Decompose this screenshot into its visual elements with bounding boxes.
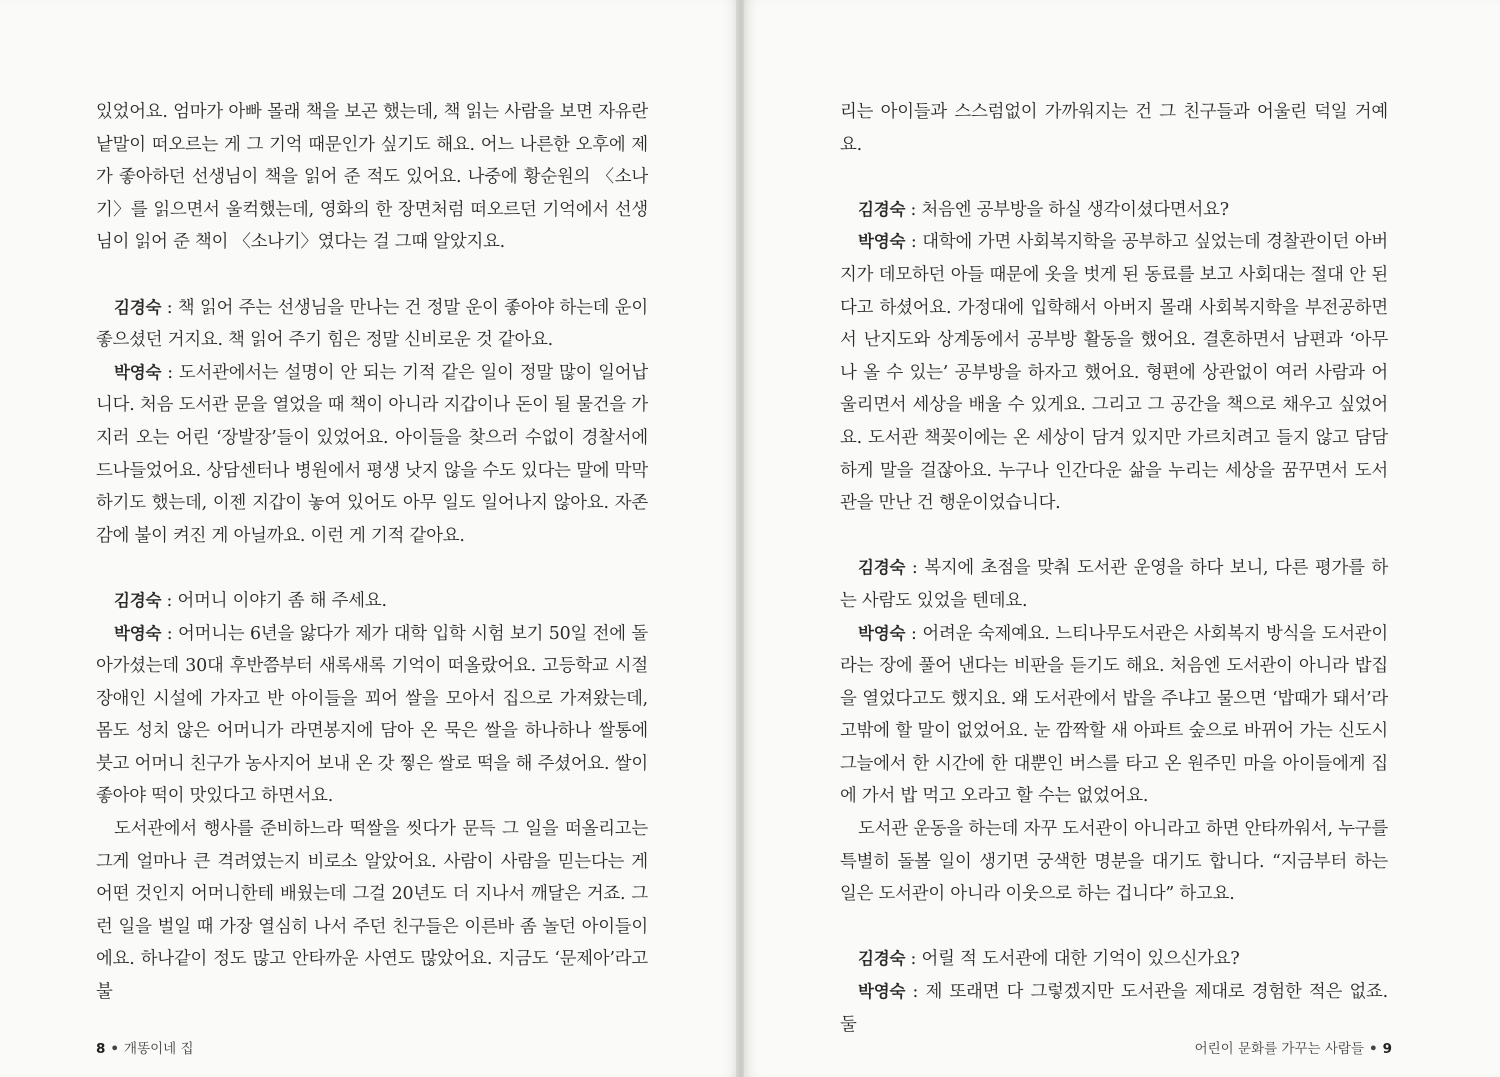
running-title: 개똥이네 집 [124, 1041, 194, 1057]
right-page-body [840, 96, 1388, 1041]
speaker-name: 박영숙 [114, 362, 162, 382]
paragraph: 리는 아이들과 스스럼없이 가까워지는 건 그 친구들과 어울린 덕일 거예요. [840, 102, 1388, 155]
speaker-name: 김경숙 [858, 558, 906, 578]
speaker-name: 김경숙 [114, 297, 162, 317]
dialogue-line: 김경숙 : 처음엔 공부방을 하실 생각이셨다면서요? [840, 194, 1388, 227]
paragraph: 도서관에서 행사를 준비하느라 떡쌀을 씻다가 문득 그 일을 떠올리고는 그게 얼마나 큰 격려였는지 비로소 알았어요. 사람이 사람을 믿는다는 게 어떤 것인지 어머니한테 배웠는데 그걸 20년도 더 지나서 깨달은 거죠. 그런 일을 벌일 때 가장 열심히 나서 주던 친구들은 이른바 좀 놀던 아이들이에요. 하나같이 정도 많고 안타까운 사연도 많았어요. 지금도 ‘문제아’라고 불 [96, 819, 648, 1003]
speaker-name: 박영숙 [858, 623, 906, 643]
page-footer: 8 • 개똥이네 집 [96, 1041, 194, 1057]
dialogue-line: 김경숙 : 책 읽어 주는 선생님을 만나는 건 정말 운이 좋아야 하는데 운이 좋으셨던 거지요. 책 읽어 주기 힘은 정말 신비로운 것 같아요. [96, 297, 648, 351]
speaker-name: 박영숙 [858, 232, 906, 252]
page-number: 9 [1382, 1041, 1392, 1057]
dialogue-line: 박영숙 : 제 또래면 다 그렇겠지만 도서관을 제대로 경험한 적은 없죠. 둘 [840, 982, 1388, 1035]
speaker-name: 김경숙 [858, 949, 906, 969]
speaker-name: 박영숙 [858, 982, 906, 1002]
speaker-name: 김경숙 [114, 590, 162, 610]
dialogue-line: 김경숙 : 복지에 초점을 맞춰 도서관 운영을 하다 보니, 다른 평가를 하는 사람도 있었을 텐데요. [840, 558, 1388, 611]
paragraph: 있었어요. 엄마가 아빠 몰래 책을 보곤 했는데, 책 읽는 사람을 보면 자유란 낱말이 떠오르는 게 그 기억 때문인가 싶기도 해요. 어느 나른한 오후에 제가 좋아하던 선생님이 책을 읽어 준 적도 있어요. 나중에 황순원의 〈소나기〉를 읽으면서 울컥했는데, 영화의 한 장면처럼 떠오르던 기억에서 선생님이 읽어 준 책이 〈소나기〉였다는 걸 그때 알았지요. [96, 102, 648, 253]
speaker-name: 김경숙 [858, 199, 906, 219]
dialogue-line: 박영숙 : 어머니는 6년을 앓다가 제가 대학 입학 시험 보기 50일 전에 돌아가셨는데 30대 후반쯤부터 새록새록 기억이 떠올랐어요. 고등학교 시절 장애인 시설에 가자고 반 아이들을 꾀어 쌀을 모아서 집으로 가져왔는데, 몸도 성치 않은 어머니가 라면봉지에 담아 온 묵은 쌀을 하나하나 쌀통에 붓고 어머니 친구가 농사지어 보내 온 갓 찧은 쌀로 떡을 해 주셨어요. 쌀이 좋아야 떡이 맛있다고 하면서요. [96, 623, 648, 807]
speaker-name: 박영숙 [114, 623, 162, 643]
dialogue-line: 김경숙 : 어머니 이야기 좀 해 주세요. [96, 585, 648, 618]
dialogue-line: 박영숙 : 어려운 숙제예요. 느티나무도서관은 사회복지 방식을 도서관이라는 장에 풀어 낸다는 비판을 듣기도 해요. 처음엔 도서관이 아니라 밥집을 열었다고도 했지요. 왜 도서관에서 밥을 주냐고 물으면 ‘밥때가 돼서’라고밖에 할 말이 없었어요. 눈 깜짝할 새 아파트 숲으로 바뀌어 가는 신도시 그늘에서 한 시간에 한 대뿐인 버스를 타고 온 원주민 마을 아이들에게 집에 가서 밥 먹고 오라고 할 수는 없었어요. [840, 623, 1388, 807]
dialogue-line: 김경숙 : 어릴 적 도서관에 대한 기억이 있으신가요? [840, 943, 1388, 976]
dialogue-line: 박영숙 : 대학에 가면 사회복지학을 공부하고 싶었는데 경찰관이던 아버지가 데모하던 아들 때문에 옷을 벗게 된 동료를 보고 사회대는 절대 안 된다고 하셨어요. 가정대에 입학해서 아버지 몰래 사회복지학을 부전공하면서 난지도와 상계동에서 공부방 활동을 했어요. 결혼하면서 남편과 ‘아무나 올 수 있는’ 공부방을 하자고 했어요. 형편에 상관없이 여러 사람과 어울리면서 세상을 배울 수 있게요. 그리고 그 공간을 책으로 채우고 싶었어요. 도서관 책꽂이에는 온 세상이 담겨 있지만 가르치려고 들지 않고 담담하게 말을 걸잖아요. 누구나 인간다운 삶을 누리는 세상을 꿈꾸면서 도서관을 만난 건 행운이었습니다. [840, 232, 1388, 514]
page-number: 8 [96, 1041, 106, 1057]
dialogue-line: 박영숙 : 도서관에서는 설명이 안 되는 기적 같은 일이 정말 많이 일어납니다. 처음 도서관 문을 열었을 때 책이 아니라 지갑이나 돈이 될 물건을 가지러 오는 어린 ‘장발장’들이 있었어요. 아이들을 찾으러 수없이 경찰서에 드나들었어요. 상담센터나 병원에서 평생 낫지 않을 수도 있다는 말에 막막하기도 했는데, 이젠 지갑이 놓여 있어도 아무 일도 일어나지 않아요. 자존감에 불이 켜진 게 아닐까요. 이런 게 기적 같아요. [96, 362, 648, 546]
left-page [0, 0, 738, 1077]
right-page [744, 0, 1500, 1077]
left-page-body [96, 96, 648, 1009]
page-footer: 어린이 문화를 가꾸는 사람들 • 9 [1194, 1041, 1392, 1057]
running-title: 어린이 문화를 가꾸는 사람들 [1194, 1041, 1364, 1057]
paragraph: 도서관 운동을 하는데 자꾸 도서관이 아니라고 하면 안타까워서, 누구를 특별히 돌볼 일이 생기면 궁색한 명분을 대기도 합니다. “지금부터 하는 일은 도서관이 아니라 이웃으로 하는 겁니다” 하고요. [840, 819, 1388, 905]
